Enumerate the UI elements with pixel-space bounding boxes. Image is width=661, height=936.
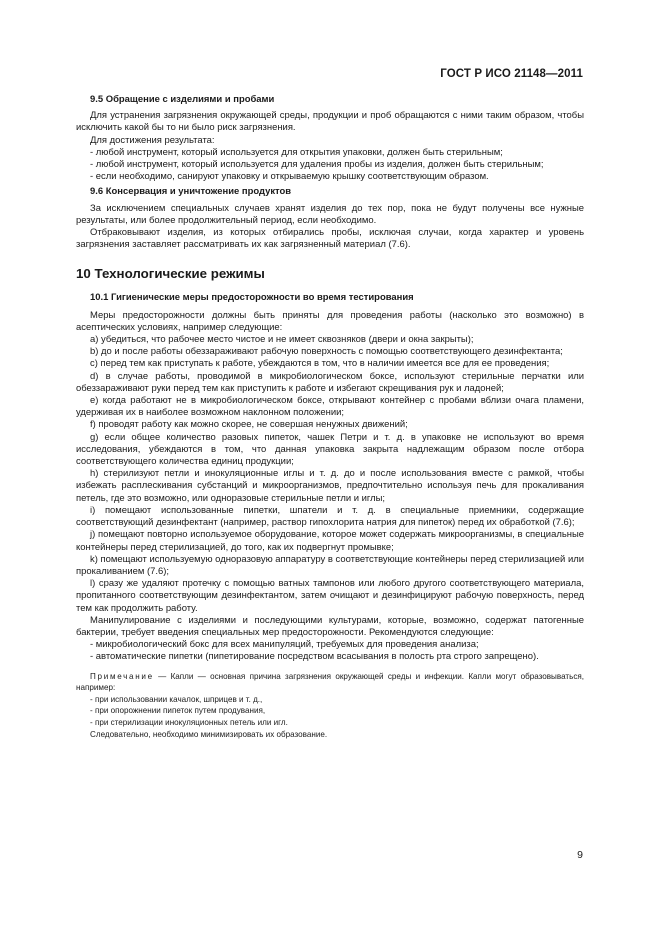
list-item: k) помещают используемую одноразовую аппаратуру в соответствующие контейнеры перед стерилизацией или прокаливанием (7.6); — [76, 553, 584, 577]
note-list-item: - при стерилизации инокуляционных петель или игл. — [90, 717, 288, 727]
list-item: g) если общее количество разовых пипеток, чашек Петри и т. д. в упаковке не используют во время исследования, убеждаются в том, что данная упаковка закрыта надлежащим образом после отбора соответствующего количества единиц продукции; — [76, 431, 584, 468]
note-label: Примечание — [90, 671, 154, 681]
list-item: - если необходимо, санируют упаковку и открываемую крышку соответствующим образом. — [90, 171, 489, 183]
document-header: ГОСТ Р ИСО 21148—2011 — [440, 68, 583, 80]
list-item: e) когда работают не в микробиологическом боксе, открывают контейнер с пробами вблизи очага пламени, удерживая их в наиболее возможном наклонном положении; — [76, 395, 584, 419]
list-item: b) до и после работы обеззараживают рабочую поверхность с помощью соответствующего дезинфектанта; — [90, 346, 563, 358]
note-list-item: - при использовании качалок, шприцев и т. д., — [90, 694, 263, 704]
paragraph: Манипулирование с изделиями и последующими культурами, которые, возможно, содержат патогенные бактерии, требует введения специальных мер предосторожности. Рекомендуются следующие: — [76, 614, 584, 638]
list-item: - любой инструмент, который используется для открытия упаковки, должен быть стерильным; — [90, 146, 503, 158]
note — [76, 671, 584, 694]
paragraph: Для устранения загрязнения окружающей среды, продукции и проб обращаются с ними таким образом, чтобы исключить какой бы то ни было риск загрязнения. — [76, 110, 584, 134]
note-text: — Капли — основная причина загрязнения окружающей среды и инфекции. Капли могут образовываться, например: — [76, 671, 584, 693]
note-conclusion: Следовательно, необходимо минимизировать их образование. — [90, 729, 328, 739]
paragraph: Отбраковывают изделия, из которых отбирались пробы, исключая случаи, когда характер и уровень загрязнения заставляет рассматривать их как загрязненный материал (7.6). — [76, 227, 584, 251]
list-item: i) помещают использованные пипетки, шпатели и т. д. в специальные приемники, содержащие соответствующий дезинфектант (например, раствор гипохлорита натрия для пипеток) перед их обработкой (7.6); — [76, 504, 584, 529]
section-9-5-title: 9.5 Обращение с изделиями и пробами — [90, 94, 275, 105]
paragraph: Меры предосторожности должны быть приняты для проведения работы (насколько это возможно) в асептических условиях, например следующие: — [76, 309, 584, 333]
list-item: - микробиологический бокс для всех манипуляций, требуемых для проведения анализа; — [90, 639, 479, 651]
paragraph: За исключением специальных случаев хранят изделия до тех пор, пока не будут получены все нужные результаты, или более продолжительный период, если необходимо. — [76, 202, 584, 226]
list-item: c) перед тем как приступать к работе, убеждаются в том, что в наличии имеется все для ее проведения; — [90, 358, 550, 370]
list-item: - любой инструмент, который используется для удаления пробы из изделия, должен быть стерильным; — [90, 159, 544, 171]
section-10-title: 10 Технологические режимы — [76, 266, 265, 282]
section-10-1-title: 10.1 Гигиенические меры предосторожности во время тестирования — [90, 292, 414, 304]
document-body — [76, 94, 584, 740]
list-item: - автоматические пипетки (пипетирование посредством всасывания в полость рта строго запрещено). — [90, 651, 539, 663]
note-list-item: - при опорожнении пипеток путем продувания, — [90, 706, 266, 716]
list-item: l) сразу же удаляют протечку с помощью ватных тампонов или любого другого соответствующего материала, пропитанного соответствующим дезинфектантом, затем очищают и дезинфицируют рабочую поверхность, перед тем как продолжить работу. — [76, 578, 584, 614]
list-item: f) проводят работу как можно скорее, не совершая ненужных движений; — [90, 419, 408, 431]
list-item: j) помещают повторно используемое оборудование, которое может содержать микроорганизмы, в специальные контейнеры перед стерилизацией, до того, как их подвергнут промывке; — [76, 529, 584, 553]
paragraph: Для достижения результата: — [90, 134, 215, 146]
list-item: d) в случае работы, проводимой в микробиологическом боксе, используют стерильные перчатки или обеззараживают руки перед тем как приступить к работе и избегают скрещивания рук и ладоней; — [76, 370, 584, 394]
section-9-6-title: 9.6 Консервация и уничтожение продуктов — [90, 186, 292, 198]
list-item: h) стерилизуют петли и инокуляционные иглы и т. д. до и после использования вместе с рамкой, чтобы избежать расплескивания субстанций и микроорганизмов, предпочтительно используя печь для прокаливания петель, где это возможно, или одноразовые стерильные петли и иглы; — [76, 468, 584, 504]
list-item: a) убедиться, что рабочее место чистое и не имеет сквозняков (двери и окна закрыты); — [90, 334, 474, 346]
page-number: 9 — [577, 849, 583, 861]
